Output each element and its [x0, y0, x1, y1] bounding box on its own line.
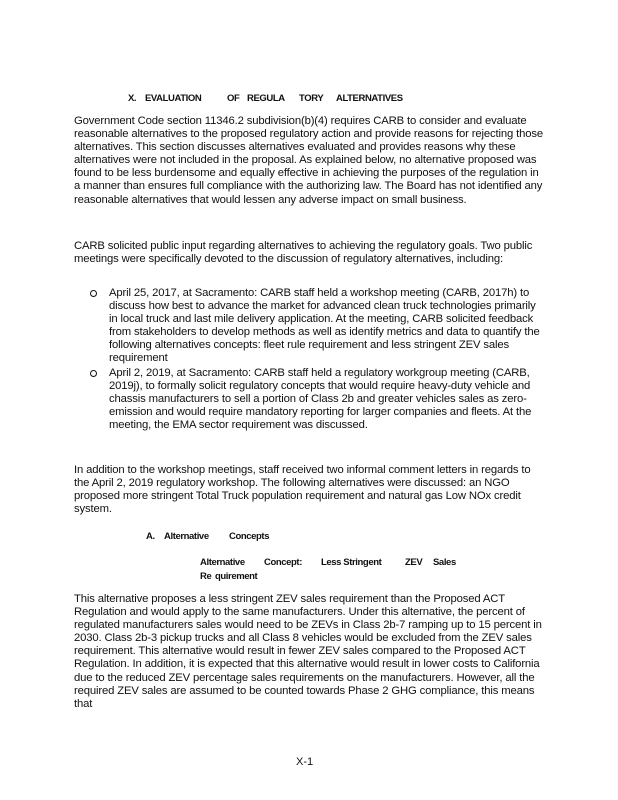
section-heading-word: REGULA	[247, 93, 285, 104]
section-heading-word: OF	[227, 93, 240, 104]
concept-word: Concept:	[264, 557, 302, 568]
workshop-paragraph: In addition to the workshop meetings, staff received two informal comment letters in regards to the April 2, 2019 regulatory workshop. The following alternatives were discussed: an NGO proposed more stringent Total Truck population requirement and natural gas Low NOx credit system.	[74, 464, 531, 516]
subsection-heading-word: Alternative	[164, 531, 209, 542]
list-item-text: April 25, 2017, at Sacramento: CARB staff held a workshop meeting (CARB, 2017h) to discuss how best to advance the market for advanced clean truck technologies primarily in local truck and last mile delivery application. At the meeting, CARB solicited feedback from stakeholders to develop methods as well as identify metrics and data to quantify the following alternatives concepts: fleet rule requirement and less stringent ZEV sales requirement	[109, 287, 540, 365]
subsection-heading-word: Concepts	[229, 531, 270, 542]
concept-word: Sales	[433, 557, 456, 568]
list-item	[74, 287, 544, 366]
meeting-list	[74, 287, 544, 432]
subsection-letter: A.	[146, 531, 155, 542]
bullet-icon	[90, 370, 97, 377]
page-number: X-1	[296, 756, 314, 768]
solicit-paragraph: CARB solicited public input regarding alternatives to achieving the regulatory goals. Two public meetings were specifically devoted to the discussion of regulatory alternatives, including:	[74, 240, 533, 266]
concept-heading	[200, 557, 500, 587]
concept-word: quirement	[215, 571, 258, 582]
section-heading-word: EVALUATION	[145, 93, 202, 104]
section-heading-word: TORY	[299, 93, 324, 104]
concept-word: Less Stringent	[321, 557, 382, 568]
bullet-icon	[90, 290, 97, 297]
concept-word: Re	[200, 571, 212, 582]
concept-word: Alternative	[200, 557, 245, 568]
concept-word: ZEV	[405, 557, 423, 568]
section-number: X.	[128, 93, 137, 104]
list-item-text: April 2, 2019, at Sacramento: CARB staff held a regulatory workgroup meeting (CARB, 2019j), to formally solicit regulatory concepts that would require heavy-duty vehicle and chassis manufacturers to sell a portion of Class 2b and greater vehicles sales as zero-emission and would require mandatory reporting for larger companies and fleets. At the meeting, the EMA sector requirement was discussed.	[109, 366, 532, 431]
alternative-paragraph: This alternative proposes a less stringent ZEV sales requirement than the Proposed ACT Regulation and would apply to the same manufacturers. Under this alternative, the percent of regulated manufacturers sales would need to be ZEVs in Class 2b-7 ramping up to 15 percent in 2030. Class 2b-3 pickup trucks and all Class 8 vehicles would be excluded from the ZEV sales requirement. This alternative would result in fewer ZEV sales compared to the Proposed ACT Regulation. In addition, it is expected that this alternative would result in lower costs to California due to the reduced ZEV percentage sales requirements on the manufacturers. However, all the required ZEV sales are assumed to be counted towards Phase 2 GHG compliance, this means that	[74, 593, 542, 710]
section-heading-word: ALTERNATIVES	[336, 93, 403, 104]
intro-paragraph: Government Code section 11346.2 subdivision(b)(4) requires CARB to consider and evaluate reasonable alternatives to the proposed regulatory action and provide reasons for rejecting those alternatives. This section discusses alternatives evaluated and provides reasons why these alternatives were not included in the proposal. As explained below, no alternative proposed was found to be less burdensome and equally effective in achieving the purposes of the regulation in a manner than ensures full compliance with the authorizing law. The Board has not identified any reasonable alternatives that would lessen any adverse impact on small business.	[74, 115, 544, 206]
list-item	[74, 367, 544, 432]
